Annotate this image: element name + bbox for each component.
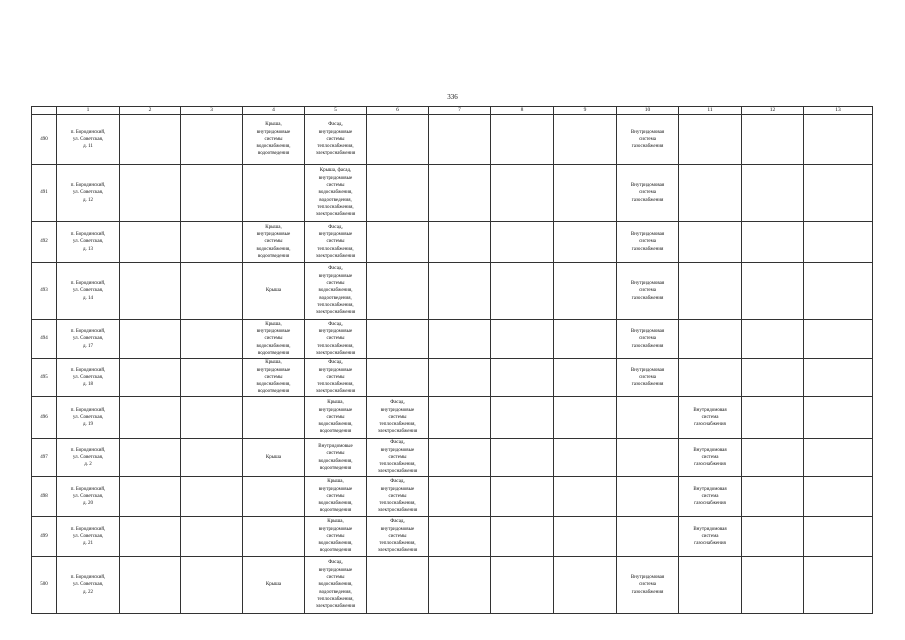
work-cell-col-10 [617,517,679,557]
work-cell-col-11: Внутридомовая система газоснабжения [679,397,742,439]
work-cell-col-6 [367,222,429,263]
work-cell-col-13 [804,320,873,359]
work-cell-col-5: Фасад, внутридомовые системы водоснабжения, водоотведения, теплоснабжения, электроснабжения [305,263,367,320]
work-cell-col-5: Фасад, внутридомовые системы теплоснабжения, электроснабжения [305,320,367,359]
work-cell-col-12 [742,359,804,397]
work-cell-col-4: Крыша [243,557,305,614]
column-number-13: 13 [804,107,873,115]
work-cell-col-5: Крыша, внутридомовые системы водоснабжения, водоотведения [305,477,367,517]
work-cell-col-12 [742,165,804,222]
column-number-9: 9 [554,107,617,115]
work-cell-col-7 [429,222,491,263]
work-cell-col-5: Фасад, внутридомовые системы теплоснабжения, электроснабжения [305,222,367,263]
row-number: 493 [32,263,57,320]
work-cell-col-2 [120,439,181,477]
work-cell-col-8 [491,222,554,263]
work-cell-col-13 [804,439,873,477]
work-cell-col-11: Внутридомовая система газоснабжения [679,477,742,517]
row-number: 492 [32,222,57,263]
work-cell-col-6: Фасад, внутридомовые системы теплоснабжения, электроснабжения [367,439,429,477]
work-cell-col-13 [804,222,873,263]
work-cell-col-13 [804,557,873,614]
work-cell-col-7 [429,477,491,517]
work-cell-col-10: Внутридомовая система газоснабжения [617,222,679,263]
work-cell-col-9 [554,222,617,263]
work-cell-col-4 [243,517,305,557]
work-cell-col-7 [429,359,491,397]
work-cell-col-5: Крыша, фасад, внутридомовые системы водоснабжения, водоотведения, теплоснабжения, электроснабжения [305,165,367,222]
column-number-1: 1 [57,107,120,115]
column-number-5: 5 [305,107,367,115]
table-row [32,359,873,397]
work-cell-col-10: Внутридомовая система газоснабжения [617,115,679,165]
work-cell-col-8 [491,439,554,477]
work-cell-col-5: Внутридомовые системы водоснабжения, водоотведения [305,439,367,477]
table-row [32,397,873,439]
address-cell: п. Бородинский, ул. Советская, д. 13 [57,222,120,263]
work-cell-col-10: Внутридомовая система газоснабжения [617,359,679,397]
work-cell-col-8 [491,320,554,359]
address-cell: п. Бородинский, ул. Советская, д. 21 [57,517,120,557]
work-cell-col-12 [742,115,804,165]
work-cell-col-11 [679,263,742,320]
work-cell-col-8 [491,557,554,614]
header-corner-cell [32,107,57,115]
work-cell-col-3 [181,115,243,165]
work-cell-col-13 [804,115,873,165]
work-cell-col-7 [429,557,491,614]
work-cell-col-12 [742,397,804,439]
work-cell-col-13 [804,517,873,557]
work-cell-col-4 [243,165,305,222]
work-cell-col-11 [679,557,742,614]
table-row [32,517,873,557]
row-number: 496 [32,397,57,439]
registry-table [31,106,873,614]
page-number: 336 [447,93,458,101]
work-cell-col-2 [120,477,181,517]
work-cell-col-12 [742,517,804,557]
work-cell-col-2 [120,397,181,439]
work-cell-col-7 [429,439,491,477]
work-cell-col-4: Крыша [243,439,305,477]
work-cell-col-9 [554,557,617,614]
work-cell-col-10 [617,439,679,477]
work-cell-col-11 [679,222,742,263]
work-cell-col-9 [554,397,617,439]
work-cell-col-13 [804,359,873,397]
work-cell-col-10: Внутридомовая система газоснабжения [617,557,679,614]
work-cell-col-8 [491,115,554,165]
work-cell-col-6 [367,557,429,614]
work-cell-col-4: Крыша [243,263,305,320]
row-number: 495 [32,359,57,397]
work-cell-col-2 [120,115,181,165]
work-cell-col-7 [429,263,491,320]
work-cell-col-9 [554,359,617,397]
work-cell-col-6: Фасад, внутридомовые системы теплоснабжения, электроснабжения [367,477,429,517]
table-row [32,115,873,165]
work-cell-col-5: Фасад, внутридомовые системы теплоснабжения, электроснабжения [305,115,367,165]
work-cell-col-4: Крыша, внутридомовые системы водоснабжения, водоотведения [243,115,305,165]
work-cell-col-3 [181,557,243,614]
work-cell-col-12 [742,439,804,477]
work-cell-col-6: Фасад, внутридомовые системы теплоснабжения, электроснабжения [367,517,429,557]
work-cell-col-2 [120,222,181,263]
work-cell-col-3 [181,222,243,263]
work-cell-col-2 [120,517,181,557]
work-cell-col-9 [554,477,617,517]
work-cell-col-3 [181,477,243,517]
work-cell-col-10 [617,397,679,439]
work-cell-col-3 [181,320,243,359]
work-cell-col-6 [367,115,429,165]
work-cell-col-12 [742,263,804,320]
work-cell-col-11 [679,165,742,222]
work-cell-col-10 [617,477,679,517]
work-cell-col-2 [120,320,181,359]
work-cell-col-6 [367,320,429,359]
work-cell-col-6 [367,359,429,397]
work-cell-col-2 [120,557,181,614]
work-cell-col-3 [181,165,243,222]
address-cell: п. Бородинский, ул. Советская, д. 19 [57,397,120,439]
work-cell-col-11: Внутридомовая система газоснабжения [679,517,742,557]
work-cell-col-8 [491,397,554,439]
address-cell: п. Бородинский, ул. Советская, д. 17 [57,320,120,359]
column-number-12: 12 [742,107,804,115]
column-number-2: 2 [120,107,181,115]
column-number-11: 11 [679,107,742,115]
work-cell-col-3 [181,397,243,439]
work-cell-col-4: Крыша, внутридомовые системы водоснабжения, водоотведения [243,359,305,397]
column-number-6: 6 [367,107,429,115]
column-number-10: 10 [617,107,679,115]
table-row [32,165,873,222]
address-cell: п. Бородинский, ул. Советская, д. 22 [57,557,120,614]
work-cell-col-2 [120,359,181,397]
work-cell-col-7 [429,397,491,439]
work-cell-col-4 [243,397,305,439]
work-cell-col-10: Внутридомовая система газоснабжения [617,263,679,320]
work-cell-col-3 [181,359,243,397]
row-number: 494 [32,320,57,359]
work-cell-col-8 [491,477,554,517]
address-cell: п. Бородинский, ул. Советская, д. 2 [57,439,120,477]
work-cell-col-6 [367,165,429,222]
table-row [32,222,873,263]
work-cell-col-7 [429,115,491,165]
work-cell-col-3 [181,439,243,477]
row-number: 498 [32,477,57,517]
work-cell-col-2 [120,165,181,222]
work-cell-col-6: Фасад, внутридомовые системы теплоснабжения, электроснабжения [367,397,429,439]
work-cell-col-4: Крыша, внутридомовые системы водоснабжения, водоотведения [243,320,305,359]
work-cell-col-13 [804,165,873,222]
work-cell-col-3 [181,517,243,557]
work-cell-col-5: Фасад, внутридомовые системы водоснабжения, водоотведения, теплоснабжения, электроснабжения [305,557,367,614]
work-cell-col-10: Внутридомовая система газоснабжения [617,165,679,222]
work-cell-col-11 [679,320,742,359]
row-number: 497 [32,439,57,477]
row-number: 491 [32,165,57,222]
work-cell-col-7 [429,320,491,359]
address-cell: п. Бородинский, ул. Советская, д. 11 [57,115,120,165]
column-number-8: 8 [491,107,554,115]
address-cell: п. Бородинский, ул. Советская, д. 14 [57,263,120,320]
table-row [32,477,873,517]
work-cell-col-9 [554,115,617,165]
address-cell: п. Бородинский, ул. Советская, д. 20 [57,477,120,517]
work-cell-col-9 [554,517,617,557]
work-cell-col-10: Внутридомовая система газоснабжения [617,320,679,359]
work-cell-col-9 [554,263,617,320]
address-cell: п. Бородинский, ул. Советская, д. 12 [57,165,120,222]
work-cell-col-11: Внутридомовая система газоснабжения [679,439,742,477]
table-row [32,263,873,320]
work-cell-col-9 [554,320,617,359]
work-cell-col-12 [742,222,804,263]
work-cell-col-5: Крыша, внутридомовые системы водоснабжения, водоотведения [305,517,367,557]
row-number: 490 [32,115,57,165]
work-cell-col-3 [181,263,243,320]
work-cell-col-2 [120,263,181,320]
work-cell-col-5: Фасад, внутридомовые системы теплоснабжения, электроснабжения [305,359,367,397]
row-number: 499 [32,517,57,557]
work-cell-col-6 [367,263,429,320]
column-number-4: 4 [243,107,305,115]
address-cell: п. Бородинский, ул. Советская, д. 18 [57,359,120,397]
work-cell-col-4 [243,477,305,517]
work-cell-col-13 [804,263,873,320]
work-cell-col-4: Крыша, внутридомовые системы водоснабжения, водоотведения [243,222,305,263]
work-cell-col-5: Крыша, внутридомовые системы водоснабжения, водоотведения [305,397,367,439]
work-cell-col-9 [554,439,617,477]
work-cell-col-7 [429,517,491,557]
column-number-row [32,107,873,115]
row-number: 500 [32,557,57,614]
work-cell-col-12 [742,557,804,614]
table-row [32,320,873,359]
work-cell-col-8 [491,165,554,222]
work-cell-col-7 [429,165,491,222]
work-cell-col-11 [679,359,742,397]
work-cell-col-11 [679,115,742,165]
work-cell-col-12 [742,477,804,517]
table-body [32,107,873,614]
work-cell-col-9 [554,165,617,222]
table-row [32,557,873,614]
work-cell-col-13 [804,397,873,439]
table-row [32,439,873,477]
work-cell-col-13 [804,477,873,517]
work-cell-col-8 [491,517,554,557]
work-cell-col-8 [491,359,554,397]
work-cell-col-8 [491,263,554,320]
column-number-7: 7 [429,107,491,115]
work-cell-col-12 [742,320,804,359]
column-number-3: 3 [181,107,243,115]
